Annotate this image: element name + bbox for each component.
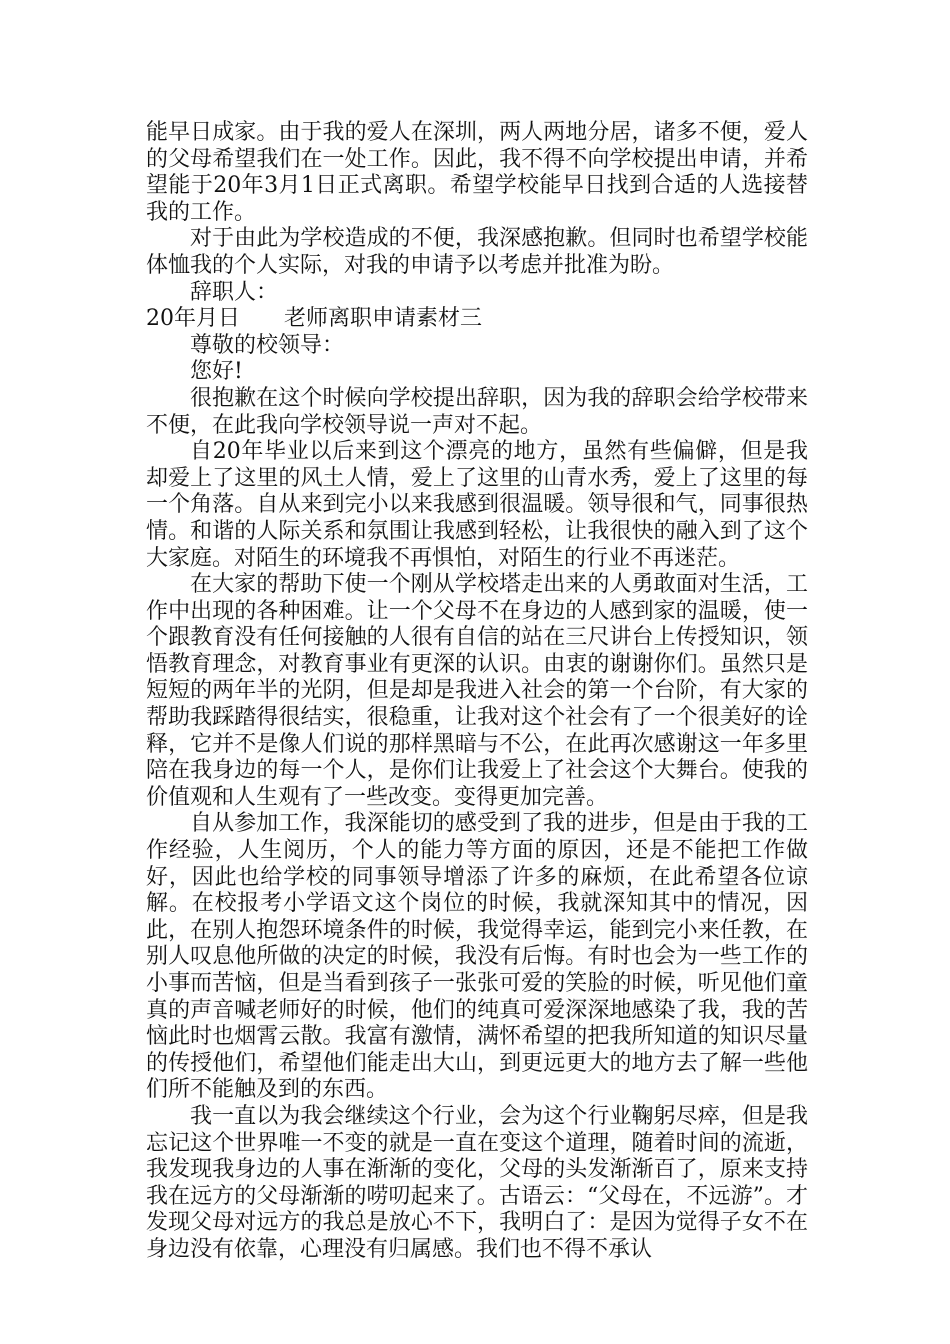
paragraph-apology: 很抱歉在这个时候向学校提出辞职，因为我的辞职会给学校带来不便，在此我向学校领导说一声对不起。	[146, 385, 808, 438]
paragraph-1: 能早日成家。由于我的爱人在深圳，两人两地分居，诸多不便，爱人的父母希望我们在一处工作。因此，我不得不向学校提出申请，并希望能于20年3月1日正式离职。希望学校能早日找到合适的人选接替我的工作。	[146, 120, 808, 225]
greeting: 您好!	[190, 359, 243, 385]
paragraph-gratitude: 在大家的帮助下使一个刚从学校塔走出来的人勇敢面对生活，工作中出现的各种困难。让一个父母不在身边的人感到家的温暖，使一个跟教育没有任何接触的人很有自信的站在三尺讲台上传授知识，领悟教育理念，对教育事业有更深的认识。由衷的谢谢你们。虽然只是短短的两年半的光阴，但是却是我进入社会的第一个台阶，有大家的帮助我踩踏得很结实，很稳重，让我对这个社会有了一个很美好的诠释，它并不是像人们说的那样黑暗与不公，在此再次感谢这一年多里陪在我身边的每一个人，是你们让我爱上了社会这个大舞台。使我的价值观和人生观有了一些改变。变得更加完善。	[146, 572, 808, 810]
paragraph-work-experience: 自从参加工作，我深能切的感受到了我的进步，但是由于我的工作经验，人生阅历，个人的能力等方面的原因，还是不能把工作做好，因此也给学校的同事领导增添了许多的麻烦，在此希望各位谅解。在校报考小学语文这个岗位的时候，我就深知其中的情况，因此，在别人抱怨环境条件的时候，我觉得幸运，能到完小来任教，在别人叹息他所做的决定的时候，我没有后悔。有时也会为一些工作的小事而苦恼，但是当看到孩子一张张可爱的笑脸的时候，听见他们童真的声音喊老师好的时候，他们的纯真可爱深深地感染了我，我的苦恼此时也烟霄云散。我富有激情，满怀希望的把我所知道的知识尽量的传授他们，希望他们能走出大山，到更远更大的地方去了解一些他们所不能触及到的东西。	[146, 811, 808, 1103]
salutation: 尊敬的校领导：	[190, 332, 345, 358]
paragraph-arrival: 自20年毕业以后来到这个漂亮的地方，虽然有些偏僻，但是我却爱上了这里的风土人情，爱上了这里的山青水秀，爱上了这里的每一个角落。自从来到完小以来我感到很温暖。领导很和气，同事很热情。和谐的人际关系和氛围让我感到轻松，让我很快的融入到了这个大家庭。对陌生的环境我不再惧怕，对陌生的行业不再迷茫。	[146, 439, 808, 571]
document-body	[146, 120, 808, 1264]
paragraph-2: 对于由此为学校造成的不便，我深感抱歉。但同时也希望学校能体恤我的个人实际，对我的申请予以考虑并批准为盼。	[146, 226, 808, 278]
paragraph-change: 我一直以为我会继续这个行业，会为这个行业鞠躬尽瘁，但是我忘记这个世界唯一不变的就是一直在变这个道理，随着时间的流逝，我发现我身边的人事在渐渐的变化，父母的头发渐渐百了，原来支持我在远方的父母渐渐的唠叨起来了。古语云：“父母在，不远游”。才发现父母对远方的我总是放心不下，我明白了：是因为觉得子女不在身边没有依靠，心理没有归属感。我们也不得不承认	[146, 1103, 808, 1262]
date-and-section-title: 20年月日 老师离职申请素材三	[146, 306, 482, 332]
resigner-label: 辞职人：	[190, 279, 279, 305]
